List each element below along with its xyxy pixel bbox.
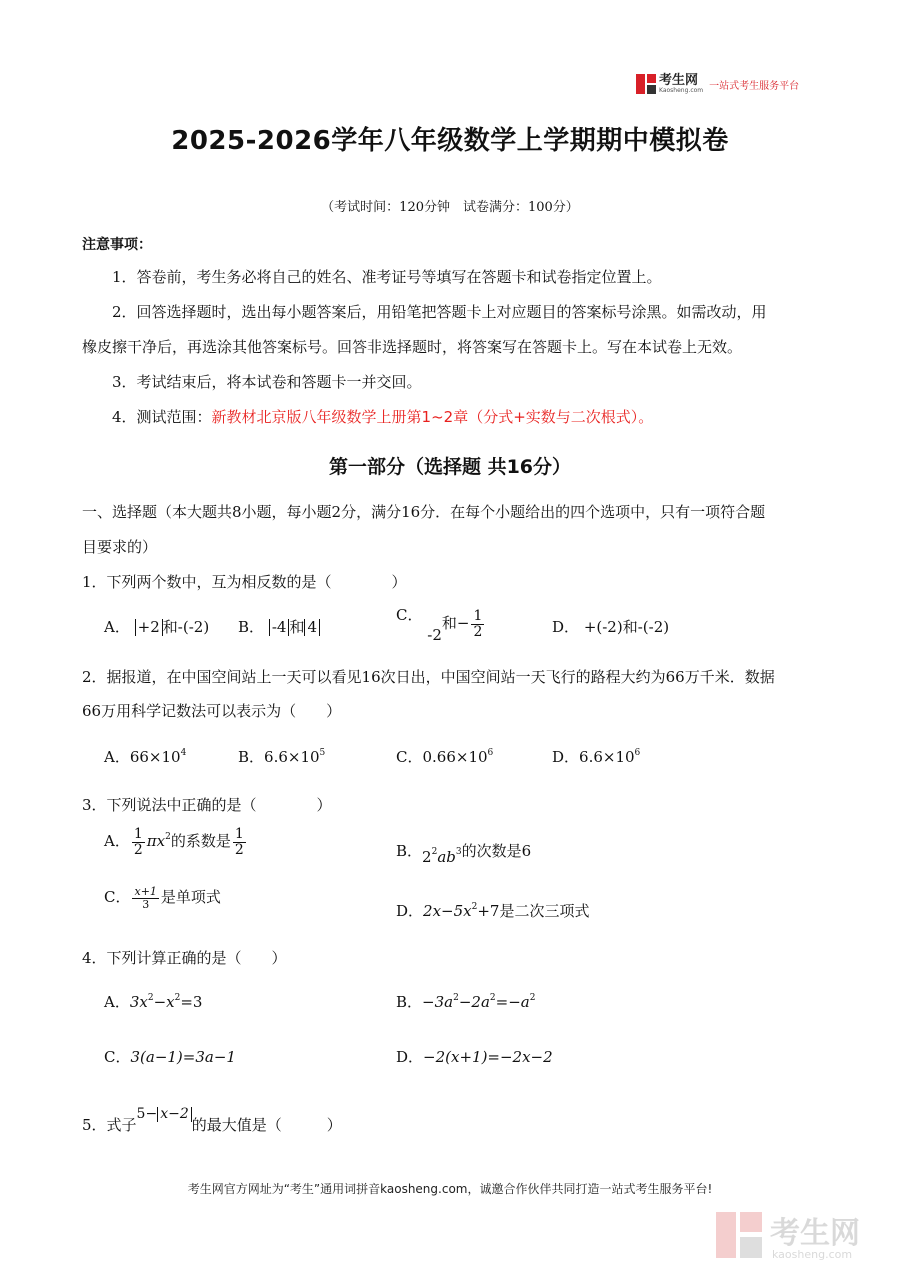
question-3-option-d: D．$2x-5x^2+7$是二次三项式 — [396, 902, 590, 920]
notice-item-3: 3．考试结束后，将本试卷和答题卡一并交回。 — [112, 373, 422, 391]
question-3-option-b: B．$2^2ab^3$的次数是6 — [396, 842, 532, 866]
question-2-option-b: B．$6.6\times 10^5$ — [238, 748, 326, 766]
notice-item-2-line-2: 橡皮擦干净后，再选涂其他答案标号。回答非选择题时，将答案写在答题卡上。写在本试卷上无效。 — [82, 338, 743, 356]
question-2-option-c: C．$0.66\times 10^6$ — [396, 748, 494, 766]
brand-url: Kaosheng.com — [659, 87, 704, 94]
question-1-option-d: D． +(-2)和-(-2) — [552, 618, 670, 636]
question-1-option-a: A． +2 和-(-2) — [104, 618, 210, 636]
part-one-title: 第一部分（选择题 共16分） — [328, 456, 572, 478]
notice-item-2-line-1: 2．回答选择题时，选出每小题答案后，用铅笔把答题卡上对应题目的答案标号涂黑。如需改动，用 — [112, 303, 767, 321]
section-one-line-2: 目要求的） — [82, 538, 158, 556]
question-2-line-2: 66万用科学记数法可以表示为（ ） — [82, 702, 342, 720]
page-footer: 考生网官方网址为“考生”通用词拼音kaosheng.com，诚邀合作伙伴共同打造一站式考生服务平台! — [187, 1182, 713, 1196]
question-4-stem: 4．下列计算正确的是（ ） — [82, 949, 287, 967]
notice-item-4-scope: 新教材北京版八年级数学上册第1~2章（分式+实数与二次根式）。 — [211, 408, 654, 426]
question-1-option-b: B． -4 和 4 — [238, 616, 320, 637]
question-2-option-a: A．$66\times 10^4$ — [104, 748, 187, 766]
question-5-stem: 5．式子5− x−2的最大值是（ ） — [82, 1106, 342, 1134]
question-4-option-b: B．$-3a^2-2a^2=-a^2$ — [396, 993, 536, 1011]
section-one-line-1: 一、选择题（本大题共8小题，每小题2分，满分16分．在每个小题给出的四个选项中，只有一项符合题 — [82, 503, 766, 521]
notice-item-1: 1．答卷前，考生务必将自己的姓名、准考证号等填写在答题卡和试卷指定位置上。 — [112, 268, 662, 286]
notice-item-4 — [112, 406, 653, 427]
watermark-logo-icon — [716, 1212, 762, 1258]
question-4-option-d: D．−2(x+1)=−2x−2 — [396, 1048, 553, 1066]
question-3-stem: 3．下列说法中正确的是（ ） — [82, 796, 332, 814]
exam-title: 2025-2026学年八年级数学上学期期中模拟卷 — [171, 126, 729, 156]
watermark-logo — [716, 1208, 886, 1264]
brand-logo-icon — [636, 74, 656, 94]
question-4-option-a: A．$3x^2-x^2=3$ — [104, 993, 203, 1011]
notice-item-4-prefix: 4．测试范围： — [112, 408, 212, 426]
question-1-stem: 1．下列两个数中，互为相反数的是（ ） — [82, 573, 407, 591]
question-2-line-1: 2．据报道，在中国空间站上一天可以看见16次日出，中国空间站一天飞行的路程大约为66万千米．数据 — [82, 668, 775, 686]
question-1-option-c: C． -2和− $\frac{1}{2}$ — [396, 606, 483, 644]
question-4-option-c: C．3(a−1)=3a−1 — [104, 1048, 236, 1066]
brand-name: 考生网 — [659, 73, 699, 88]
brand-slogan: 一站式考生服务平台 — [709, 80, 800, 92]
question-1-c-fraction: $\frac{1}{2}$ — [473, 607, 483, 640]
watermark-name: 考生网 — [770, 1216, 860, 1251]
exam-subtitle: （考试时间：120分钟 试卷满分：100分） — [321, 200, 579, 215]
brand-logo — [636, 72, 799, 96]
question-2-option-d: D．$6.6\times 10^6$ — [552, 748, 641, 766]
watermark-url: kaosheng.com — [772, 1248, 853, 1261]
notice-heading: 注意事项： — [82, 237, 152, 253]
question-3-option-c: C． $\frac{x+1}{3}$ 是单项式 — [104, 885, 221, 911]
question-3-option-a: A． $\frac{1}{2}$ $\pi x^2$的系数是 $\frac{1}{2}$ — [104, 826, 244, 858]
